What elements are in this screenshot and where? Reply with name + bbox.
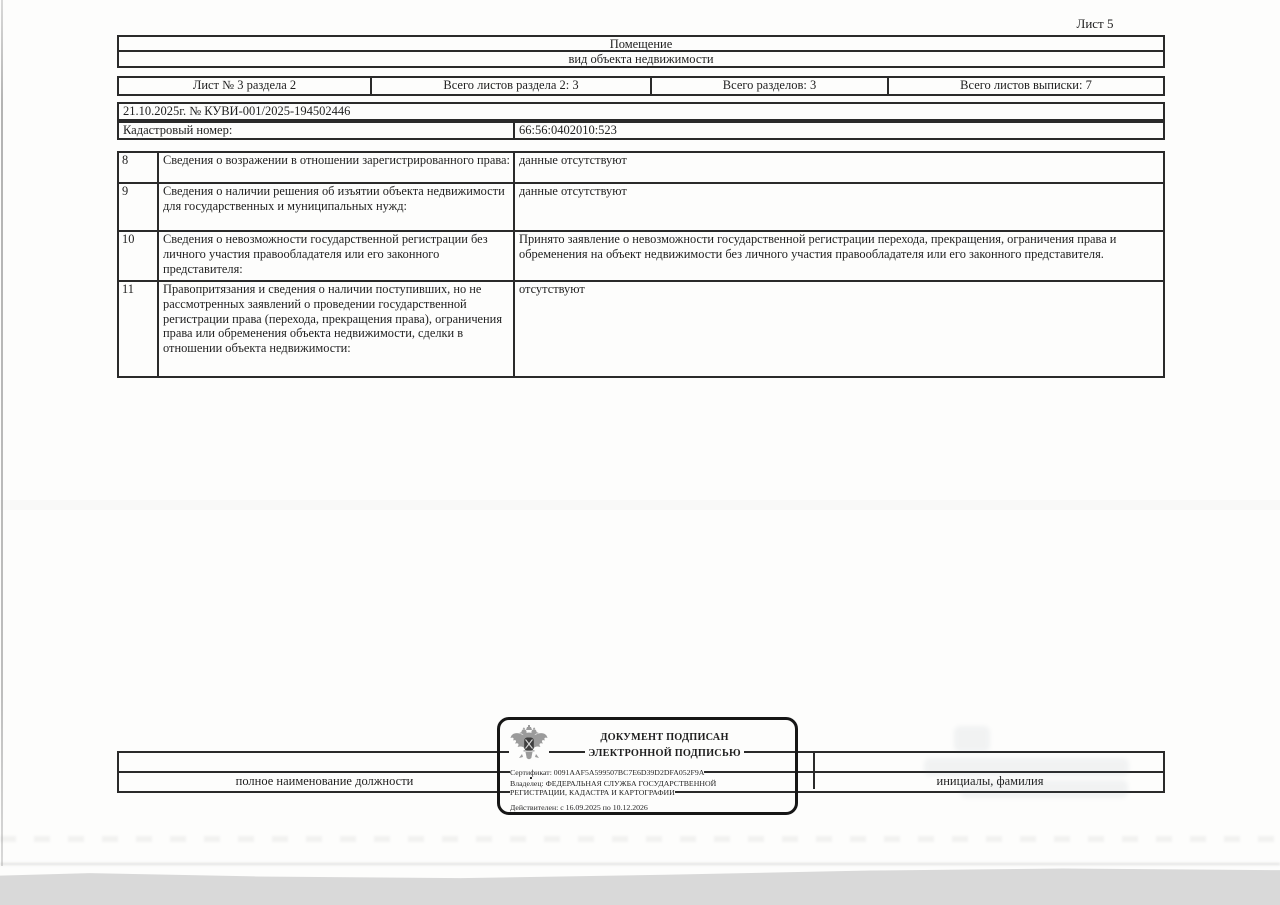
row-value: отсутствуют bbox=[519, 282, 585, 296]
signature-position-space bbox=[119, 753, 532, 771]
table-row bbox=[119, 153, 1163, 182]
total-sheets-of-section: Всего листов раздела 2: 3 bbox=[372, 78, 652, 94]
sheet-number: Лист 5 bbox=[1076, 16, 1114, 31]
scan-noise-band bbox=[0, 836, 1280, 842]
row-label: Правопритязания и сведения о наличии поступивших, но не рассмотренных заявлений о проведении государственной регистрации права (перехода, прекращения права), ограничения права или обременения объекта недвижимости, сделки в отношении объекта недвижимости: bbox=[159, 282, 515, 376]
row-number: 10 bbox=[119, 232, 159, 280]
row-label: Сведения о наличии решения об изъятии объекта недвижимости для государственных и муниципальных нужд: bbox=[159, 184, 515, 230]
cadastral-number-label: Кадастровый номер: bbox=[119, 123, 515, 138]
object-type-value: Помещение bbox=[119, 37, 1163, 52]
name-caption: инициалы, фамилия bbox=[815, 771, 1165, 789]
scanner-background bbox=[0, 863, 1280, 905]
signature-name-space bbox=[815, 753, 1165, 771]
row-number: 11 bbox=[119, 282, 159, 376]
sheets-info-row bbox=[117, 76, 1165, 96]
row-number: 8 bbox=[119, 153, 159, 182]
details-table bbox=[117, 151, 1165, 378]
date-and-document-number: 21.10.2025г. № КУВИ-001/2025-194502446 bbox=[117, 102, 1165, 121]
table-row bbox=[119, 182, 1163, 230]
digital-signature-stamp bbox=[497, 717, 798, 815]
stamp-title-line2: ЭЛЕКТРОННОЙ ПОДПИСЬЮ bbox=[540, 748, 789, 759]
stamp-validity: Действителен: с 16.09.2025 по 10.12.2026 bbox=[510, 803, 648, 812]
stamp-title-line1: ДОКУМЕНТ ПОДПИСАН bbox=[540, 732, 789, 743]
row-value: Принято заявление о невозможности государственной регистрации перехода, прекращения, ограничения права и обременения на объект недвижимости без личного участия правообладателя или его законного представителя. bbox=[519, 232, 1117, 261]
scan-crease bbox=[0, 500, 1280, 510]
sheet-of-section: Лист № 3 раздела 2 bbox=[119, 78, 372, 94]
row-value: данные отсутствуют bbox=[519, 153, 627, 167]
cadastral-number-value: 66:56:0402010:523 bbox=[519, 123, 617, 137]
total-sheets-of-extract: Всего листов выписки: 7 bbox=[960, 78, 1092, 92]
row-number: 9 bbox=[119, 184, 159, 230]
row-label: Сведения о возражении в отношении зарегистрированного права: bbox=[159, 153, 515, 182]
row-value: данные отсутствуют bbox=[519, 184, 627, 198]
stamp-owner: Владелец: ФЕДЕРАЛЬНАЯ СЛУЖБА ГОСУДАРСТВЕННОЙ РЕГИСТРАЦИИ, КАДАСТРА И КАРТОГРАФИИ bbox=[510, 779, 717, 797]
stamp-certificate: Сертификат: 0091AAF5A599507BC7E6D39D2DFA052F9A bbox=[510, 768, 705, 777]
page-bottom-edge bbox=[0, 863, 1280, 865]
scan-edge-shadow bbox=[1, 0, 3, 866]
object-type-box bbox=[117, 35, 1165, 68]
total-sections: Всего разделов: 3 bbox=[652, 78, 889, 94]
object-type-caption: вид объекта недвижимости bbox=[568, 52, 714, 66]
double-headed-eagle-icon bbox=[509, 724, 549, 768]
cadastral-number-row bbox=[117, 121, 1165, 140]
position-caption: полное наименование должности bbox=[119, 771, 532, 789]
row-label: Сведения о невозможности государственной регистрации без личного участия правообладателя или его законного представителя: bbox=[159, 232, 515, 280]
table-row bbox=[119, 280, 1163, 376]
table-row bbox=[119, 230, 1163, 280]
